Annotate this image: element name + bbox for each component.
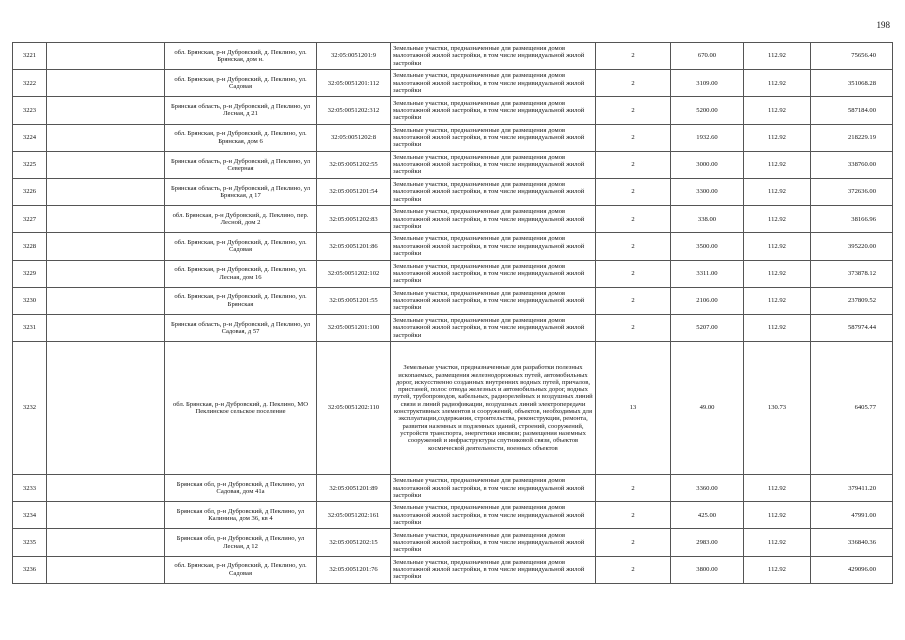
cadastral-number-cell: 32:05:0051201:86 [317,233,391,260]
row-number: 3222 [13,70,47,97]
address-cell: обл. Брянская, р-н Дубровский, д. Пеклино, ул. Лесная, дом 16 [165,260,317,287]
area-cell: 3300.00 [671,178,744,205]
permitted-use-cell: Земельные участки, предназначенные для размещения домов малоэтажной жилой застройки, в том числе индивидуальной жилой застройки [391,287,596,314]
permitted-use-cell: Земельные участки, предназначенные для разработки полезных ископаемых, размещения железнодорожных путей, автомобильных дорог, искусственно созданных внутренних водных путей, причалов, пристаней, полос отвода железных и автомобильных дорог, водных путей, трубопроводов, кабельных, радиорелейных и воздушных линий связи и линий радиофикации, воздушных линий электропередачи конструктивных элементов и сооружений, объектов, необходимых для эксплуатации,содержания, строительства, реконструкции, ремонта, развития наземных и подземных зданий, строений, сооружений, устройств транспорта, энергетики ивсвязи; размещения наземных сооружений и инфраструктуры спутниковой связи, объектов космической деятельности, военных объектов [391,342,596,475]
permitted-use-cell: Земельные участки, предназначенные для размещения домов малоэтажной жилой застройки, в том числе индивидуальной жилой застройки [391,502,596,529]
empty-cell [47,556,165,583]
specific-value-cell: 112.92 [744,178,811,205]
cadastral-number-cell: 32:05:0051202:312 [317,97,391,124]
specific-value-cell: 112.92 [744,97,811,124]
category-cell: 2 [596,314,671,341]
row-number: 3227 [13,206,47,233]
cadastral-number-cell: 32:05:0051202:110 [317,342,391,475]
specific-value-cell: 112.92 [744,151,811,178]
area-cell: 5207.00 [671,314,744,341]
row-number: 3224 [13,124,47,151]
category-cell: 2 [596,475,671,502]
empty-cell [47,206,165,233]
cadastral-number-cell: 32:05:0051202:161 [317,502,391,529]
cadastral-value-cell: 338760.00 [811,151,893,178]
cadastral-number-cell: 32:05:0051202:83 [317,206,391,233]
address-cell: Брянская обл, р-н Дубровский, д Пеклино, ул Садовая, дом 41а [165,475,317,502]
category-cell: 2 [596,529,671,556]
cadastral-number-cell: 32:05:0051201:112 [317,70,391,97]
cadastral-value-cell: 429096.00 [811,556,893,583]
category-cell: 2 [596,287,671,314]
table-row [13,178,893,205]
address-cell: Брянская область, р-н Дубровский, д Пеклино, ул Садовая, д 57 [165,314,317,341]
area-cell: 670.00 [671,43,744,70]
specific-value-cell: 112.92 [744,260,811,287]
permitted-use-cell: Земельные участки, предназначенные для размещения домов малоэтажной жилой застройки, в том числе индивидуальной жилой застройки [391,97,596,124]
address-cell: обл. Брянская, р-н Дубровский, д. Пеклино, ул. Садовая [165,233,317,260]
cadastral-number-cell: 32:05:0051201:100 [317,314,391,341]
table-row [13,70,893,97]
empty-cell [47,43,165,70]
category-cell: 2 [596,502,671,529]
address-cell: обл. Брянская, р-н Дубровский, д. Пеклино, ул. Садовая [165,70,317,97]
area-cell: 49.00 [671,342,744,475]
table-row [13,556,893,583]
area-cell: 2983.00 [671,529,744,556]
empty-cell [47,260,165,287]
address-cell: Брянская область, р-н Дубровский, д Пеклино, ул Брянская, д 17 [165,178,317,205]
table-row [13,233,893,260]
address-cell: обл. Брянская, р-н Дубровский, д. Пеклино, ул. Брянская [165,287,317,314]
specific-value-cell: 112.92 [744,529,811,556]
specific-value-cell: 112.92 [744,43,811,70]
address-cell: Брянская обл, р-н Дубровский, д Пеклино, ул Лесная, д 12 [165,529,317,556]
empty-cell [47,233,165,260]
category-cell: 2 [596,124,671,151]
permitted-use-cell: Земельные участки, предназначенные для размещения домов малоэтажной жилой застройки, в том числе индивидуальной жилой застройки [391,475,596,502]
empty-cell [47,97,165,124]
row-number: 3223 [13,97,47,124]
category-cell: 2 [596,97,671,124]
cadastral-value-cell: 6405.77 [811,342,893,475]
row-number: 3233 [13,475,47,502]
cadastral-value-cell: 336840.36 [811,529,893,556]
address-cell: Брянская обл, р-н Дубровский, д Пеклино, ул Калинина, дом 36, кв 4 [165,502,317,529]
table-row [13,529,893,556]
address-cell: обл. Брянская, р-н Дубровский, д. Пеклино, ул. Садовая [165,556,317,583]
cadastral-number-cell: 32:05:0051202:15 [317,529,391,556]
cadastral-value-cell: 587184.00 [811,97,893,124]
cadastral-number-cell: 32:05:0051202:55 [317,151,391,178]
specific-value-cell: 112.92 [744,233,811,260]
area-cell: 5200.00 [671,97,744,124]
cadastral-value-cell: 395220.00 [811,233,893,260]
address-cell: Брянская область, р-н Дубровский, д Пеклино, ул Лесная, д 21 [165,97,317,124]
area-cell: 3360.00 [671,475,744,502]
cadastral-value-cell: 379411.20 [811,475,893,502]
category-cell: 2 [596,260,671,287]
category-cell: 2 [596,43,671,70]
permitted-use-cell: Земельные участки, предназначенные для размещения домов малоэтажной жилой застройки, в том числе индивидуальной жилой застройки [391,314,596,341]
permitted-use-cell: Земельные участки, предназначенные для размещения домов малоэтажной жилой застройки, в том числе индивидуальной жилой застройки [391,43,596,70]
cadastral-number-cell: 32:05:0051201:76 [317,556,391,583]
specific-value-cell: 112.92 [744,556,811,583]
area-cell: 3000.00 [671,151,744,178]
table-row [13,151,893,178]
area-cell: 3800.00 [671,556,744,583]
row-number: 3229 [13,260,47,287]
address-cell: обл. Брянская, р-н Дубровский, д. Пеклино, ул. Брянская, дом н. [165,43,317,70]
table-row [13,43,893,70]
permitted-use-cell: Земельные участки, предназначенные для размещения домов малоэтажной жилой застройки, в том числе индивидуальной жилой застройки [391,529,596,556]
address-cell: обл. Брянская, р-н Дубровский, д. Пеклино, пер. Лесной, дом 2 [165,206,317,233]
empty-cell [47,342,165,475]
page-number: 198 [876,20,890,30]
cadastral-value-cell: 372636.00 [811,178,893,205]
table-row [13,475,893,502]
category-cell: 2 [596,206,671,233]
empty-cell [47,70,165,97]
empty-cell [47,314,165,341]
row-number: 3231 [13,314,47,341]
cadastral-number-cell: 32:05:0051202:8 [317,124,391,151]
table-row [13,342,893,475]
row-number: 3228 [13,233,47,260]
cadastral-value-cell: 587974.44 [811,314,893,341]
empty-cell [47,124,165,151]
cadastral-value-cell: 38166.96 [811,206,893,233]
empty-cell [47,529,165,556]
empty-cell [47,475,165,502]
table-row [13,502,893,529]
specific-value-cell: 112.92 [744,124,811,151]
row-number: 3236 [13,556,47,583]
registry-body [13,43,893,584]
permitted-use-cell: Земельные участки, предназначенные для размещения домов малоэтажной жилой застройки, в том числе индивидуальной жилой застройки [391,178,596,205]
empty-cell [47,502,165,529]
cadastral-value-cell: 351068.28 [811,70,893,97]
specific-value-cell: 112.92 [744,314,811,341]
cadastral-number-cell: 32:05:0051201:9 [317,43,391,70]
cadastral-number-cell: 32:05:0051201:54 [317,178,391,205]
category-cell: 2 [596,556,671,583]
table-row [13,206,893,233]
table-row [13,124,893,151]
category-cell: 2 [596,233,671,260]
address-cell: обл. Брянская, р-н Дубровский, д. Пеклино, МО Пеклинское сельское поселение [165,342,317,475]
specific-value-cell: 112.92 [744,206,811,233]
row-number: 3234 [13,502,47,529]
category-cell: 13 [596,342,671,475]
permitted-use-cell: Земельные участки, предназначенные для размещения домов малоэтажной жилой застройки, в том числе индивидуальной жилой застройки [391,151,596,178]
cadastral-number-cell: 32:05:0051202:102 [317,260,391,287]
permitted-use-cell: Земельные участки, предназначенные для размещения домов малоэтажной жилой застройки, в том числе индивидуальной жилой застройки [391,124,596,151]
specific-value-cell: 112.92 [744,475,811,502]
category-cell: 2 [596,70,671,97]
row-number: 3230 [13,287,47,314]
area-cell: 3500.00 [671,233,744,260]
cadastral-value-cell: 373878.12 [811,260,893,287]
cadastral-value-cell: 75656.40 [811,43,893,70]
cadastral-number-cell: 32:05:0051201:89 [317,475,391,502]
address-cell: обл. Брянская, р-н Дубровский, д. Пеклино, ул. Брянская, дом 6 [165,124,317,151]
cadastral-number-cell: 32:05:0051201:55 [317,287,391,314]
permitted-use-cell: Земельные участки, предназначенные для размещения домов малоэтажной жилой застройки, в том числе индивидуальной жилой застройки [391,70,596,97]
table-row [13,260,893,287]
row-number: 3232 [13,342,47,475]
permitted-use-cell: Земельные участки, предназначенные для размещения домов малоэтажной жилой застройки, в том числе индивидуальной жилой застройки [391,206,596,233]
area-cell: 1932.60 [671,124,744,151]
land-registry-table [12,42,893,584]
cadastral-value-cell: 47991.00 [811,502,893,529]
category-cell: 2 [596,178,671,205]
permitted-use-cell: Земельные участки, предназначенные для размещения домов малоэтажной жилой застройки, в том числе индивидуальной жилой застройки [391,233,596,260]
specific-value-cell: 112.92 [744,502,811,529]
area-cell: 338.00 [671,206,744,233]
specific-value-cell: 130.73 [744,342,811,475]
empty-cell [47,178,165,205]
permitted-use-cell: Земельные участки, предназначенные для размещения домов малоэтажной жилой застройки, в том числе индивидуальной жилой застройки [391,556,596,583]
specific-value-cell: 112.92 [744,70,811,97]
empty-cell [47,151,165,178]
table-row [13,314,893,341]
address-cell: Брянская область, р-н Дубровский, д Пеклино, ул Северная [165,151,317,178]
category-cell: 2 [596,151,671,178]
row-number: 3235 [13,529,47,556]
empty-cell [47,287,165,314]
area-cell: 2106.00 [671,287,744,314]
permitted-use-cell: Земельные участки, предназначенные для размещения домов малоэтажной жилой застройки, в том числе индивидуальной жилой застройки [391,260,596,287]
table-row [13,97,893,124]
table-row [13,287,893,314]
row-number: 3221 [13,43,47,70]
row-number: 3226 [13,178,47,205]
specific-value-cell: 112.92 [744,287,811,314]
row-number: 3225 [13,151,47,178]
area-cell: 3109.00 [671,70,744,97]
cadastral-value-cell: 237809.52 [811,287,893,314]
area-cell: 425.00 [671,502,744,529]
cadastral-value-cell: 218229.19 [811,124,893,151]
area-cell: 3311.00 [671,260,744,287]
